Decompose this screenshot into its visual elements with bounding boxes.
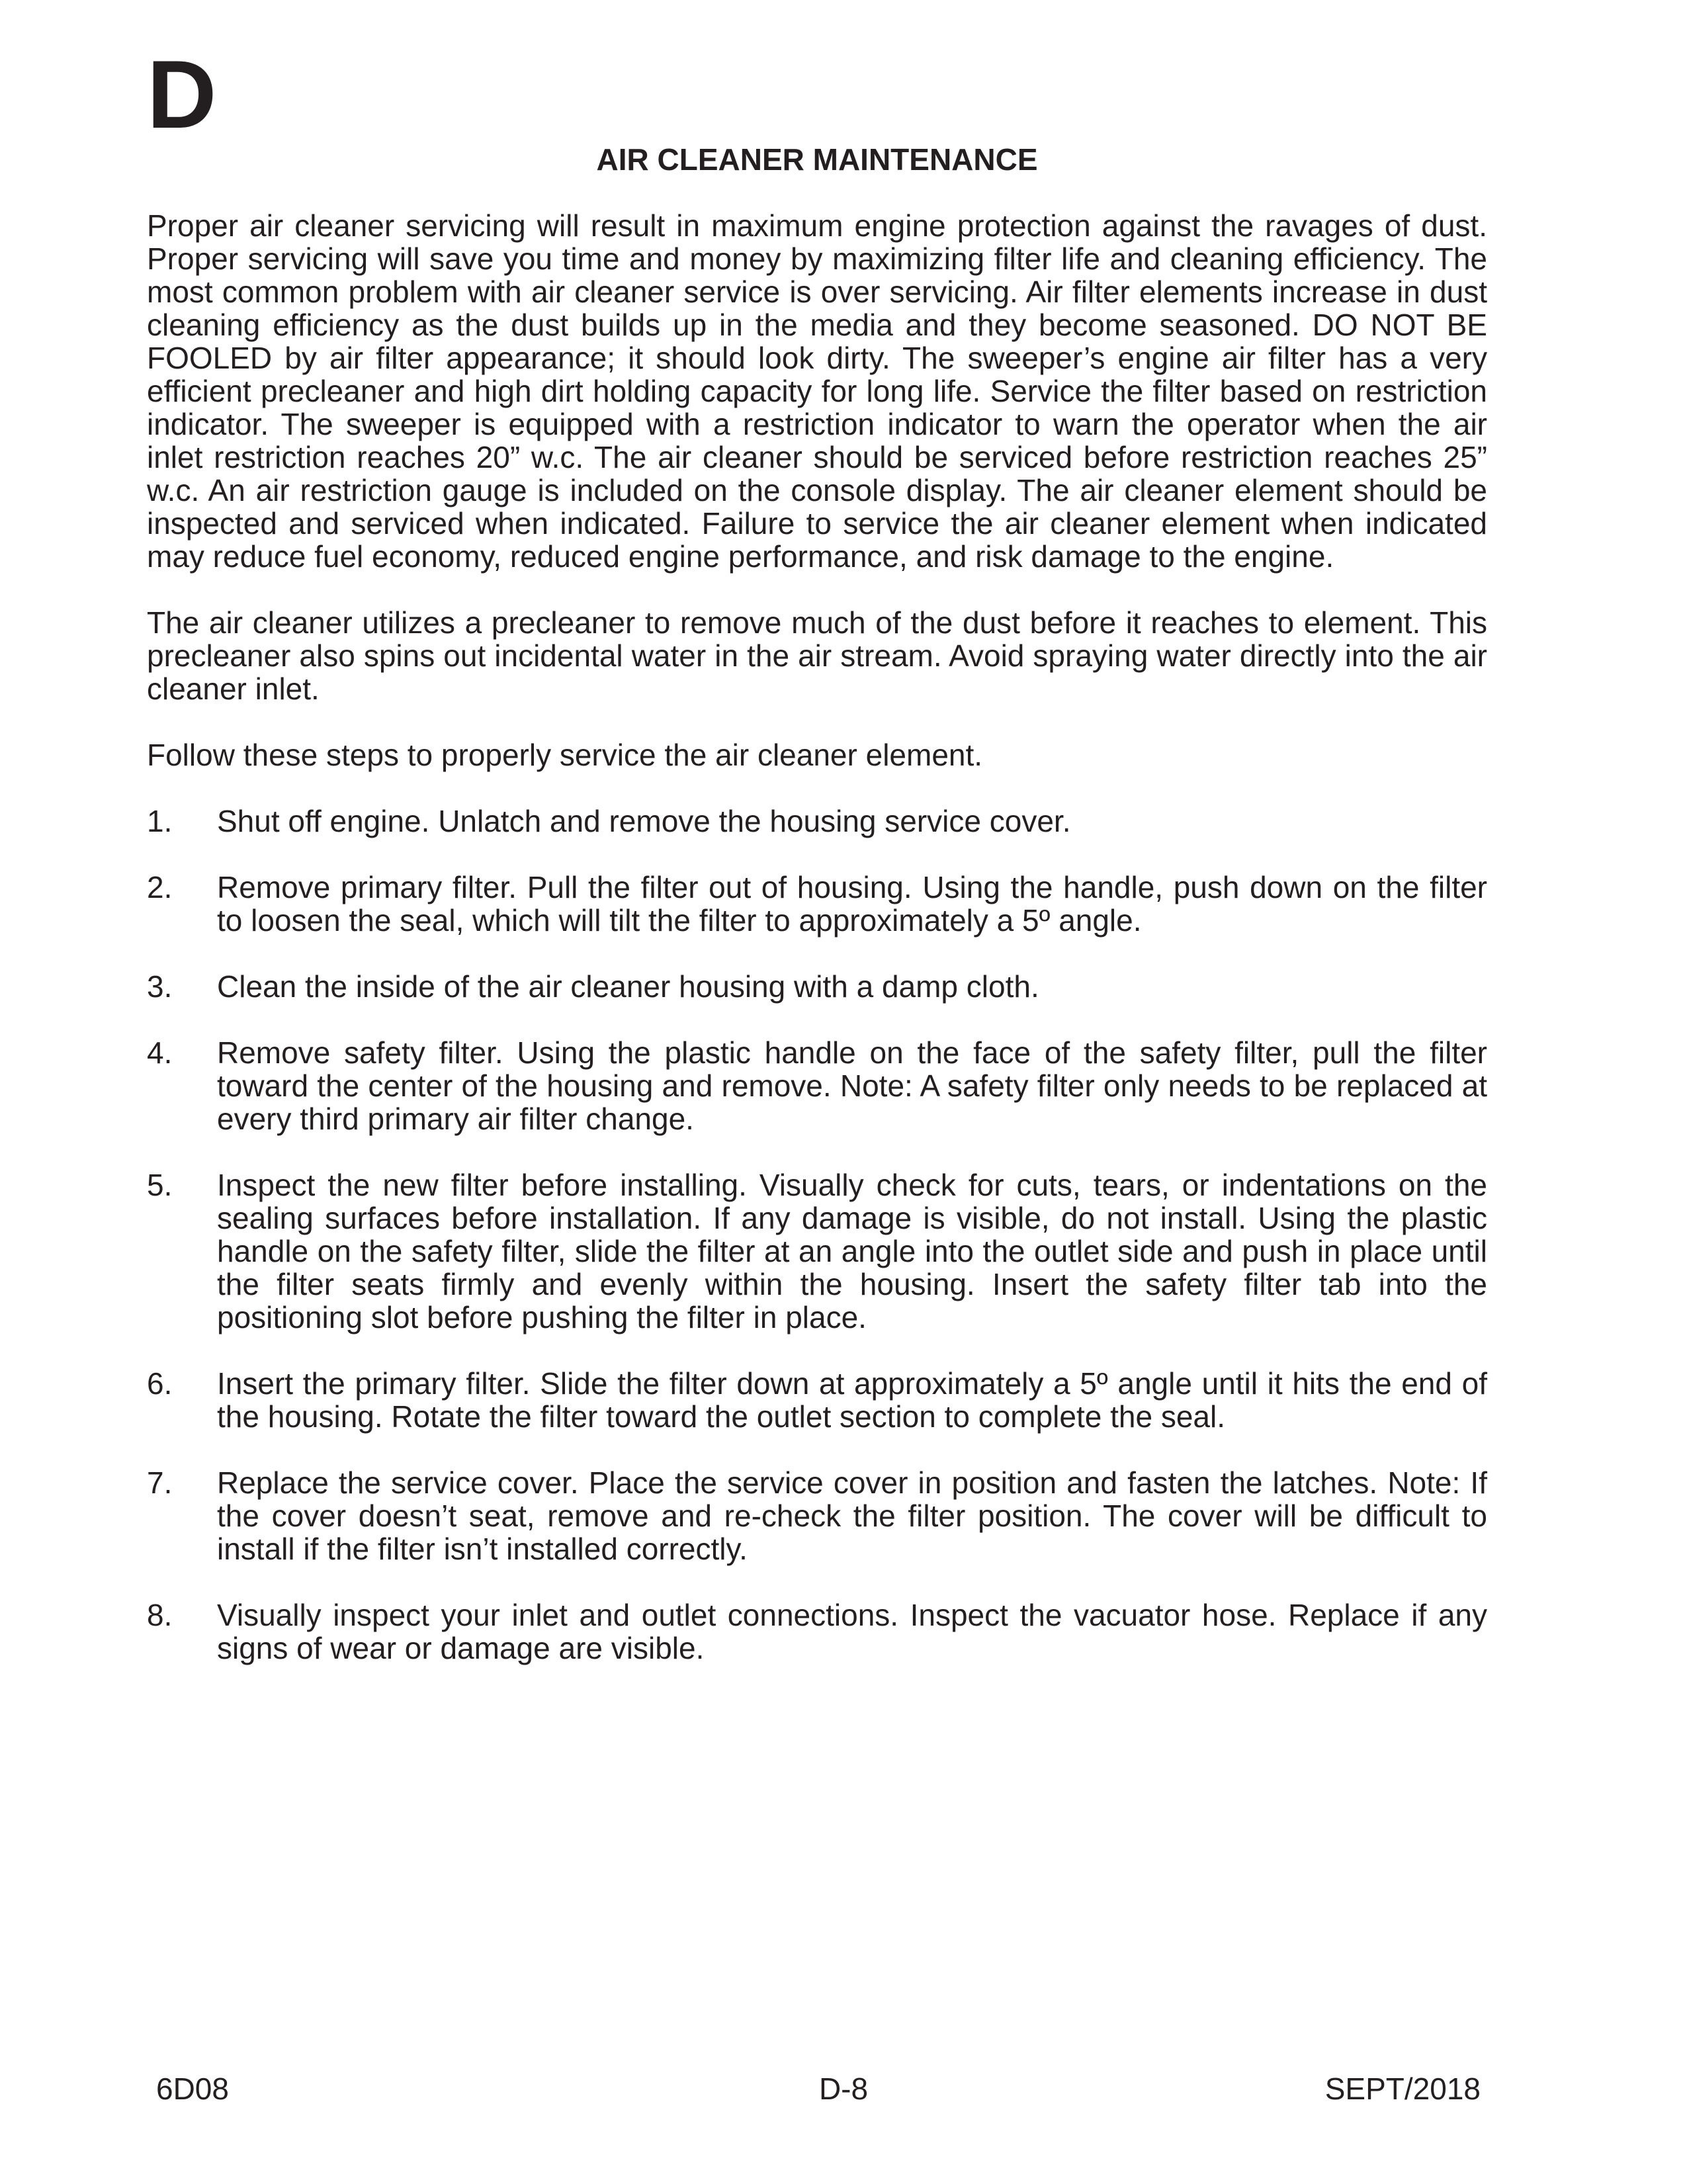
footer-doc-code: 6D08 [156,2072,229,2106]
step-item [147,1466,1487,1565]
step-item [147,1168,1487,1334]
step-number: 4. [147,1035,173,1070]
step-number: 8. [147,1598,173,1632]
step-text: Remove primary filter. Pull the filter out of housing. Using the handle, push down on the filter to loosen the seal, which will tilt the filter to approximately a 5º angle. [217,870,1487,938]
step-number: 3. [147,969,173,1004]
step-item [147,1598,1487,1665]
document-body [147,209,1487,1698]
step-item [147,805,1487,838]
intro-paragraph: Proper air cleaner servicing will result in maximum engine protection against the ravages of dust. Proper servicing will save you time and money by maximizing filter life and cleaning efficiency. The most common problem with air cleaner service is over servicing. Air filter elements increase in dust cleaning efficiency as the dust builds up in the media and they become seasoned. DO NOT BE FOOLED by air filter appearance; it should look dirty. The sweeper’s engine air filter has a very efficient precleaner and high dirt holding capacity for long life. Service the filter based on restriction indicator. The sweeper is equipped with a restriction indicator to warn the operator when the air inlet restriction reaches 20” w.c. The air cleaner should be serviced before restriction reaches 25” w.c. An air restriction gauge is included on the console display. The air cleaner element should be inspected and serviced when indicated. Failure to service the air cleaner element when indicated may reduce fuel economy, reduced engine performance, and risk damage to the engine. [147,208,1487,574]
step-number: 2. [147,870,173,904]
step-item [147,871,1487,937]
footer-page-number: D-8 [818,2072,869,2106]
step-item [147,970,1487,1003]
footer-date: SEPT/2018 [1324,2072,1481,2106]
step-number: 7. [147,1465,173,1500]
steps-intro: Follow these steps to properly service the air cleaner element. [147,738,983,772]
step-text: Shut off engine. Unlatch and remove the housing service cover. [217,804,1071,838]
step-text: Inspect the new filter before installing. Visually check for cuts, tears, or indentations on the sealing surfaces before installation. If any damage is visible, do not install. Using the plastic handle on the safety filter, slide the filter at an angle into the outlet side and push in place until the filter seats firmly and evenly within the housing. Insert the safety filter tab into the positioning slot before pushing the filter in place. [217,1168,1487,1334]
precleaner-paragraph: The air cleaner utilizes a precleaner to remove much of the dust before it reaches to element. This precleaner also spins out incidental water in the air stream. Avoid spraying water directly into the air cleaner inlet. [147,605,1487,706]
page-title: AIR CLEANER MAINTENANCE [596,142,1038,177]
step-number: 1. [147,804,173,838]
step-item [147,1367,1487,1433]
step-number: 6. [147,1366,173,1401]
step-text: Replace the service cover. Place the service cover in position and fasten the latches. Note: If the cover doesn’t seat, remove and re-check the filter position. The cover will be difficult to install if the filter isn’t installed correctly. [217,1465,1487,1566]
step-number: 5. [147,1168,173,1202]
step-text: Visually inspect your inlet and outlet connections. Inspect the vacuator hose. Replace if any signs of wear or damage are visible. [217,1598,1487,1665]
steps-list [147,805,1487,1665]
step-item [147,1036,1487,1135]
step-text: Remove safety filter. Using the plastic handle on the face of the safety filter, pull the filter toward the center of the housing and remove. Note: A safety filter only needs to be replaced at every third primary air filter change. [217,1035,1487,1136]
step-text: Clean the inside of the air cleaner housing with a damp cloth. [217,969,1039,1004]
step-text: Insert the primary filter. Slide the filter down at approximately a 5º angle until it hits the end of the housing. Rotate the filter toward the outlet section to complete the seal. [217,1366,1487,1434]
section-letter: D [147,40,217,148]
